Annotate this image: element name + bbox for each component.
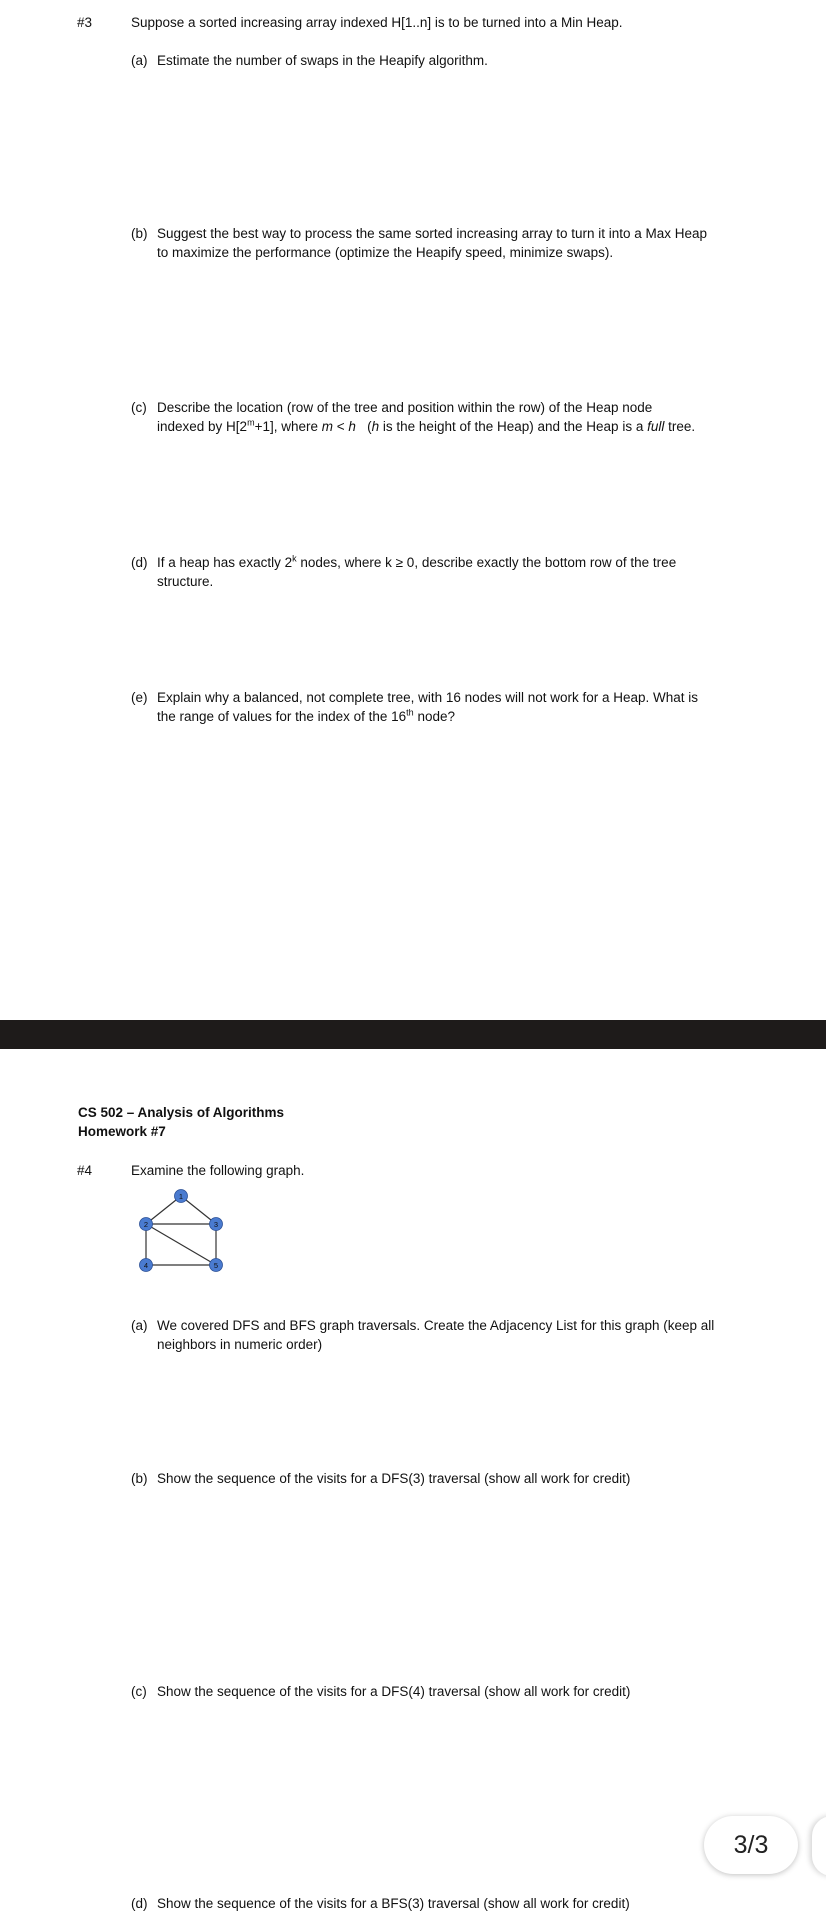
- graph-node-label-3: 3: [213, 1219, 219, 1229]
- part-text-line2: to maximize the performance (optimize the Heapify speed, minimize swaps).: [157, 245, 614, 260]
- part-text-line1: We covered DFS and BFS graph traversals. Create the Adjacency List for this graph (keep all: [157, 1318, 715, 1333]
- part-text-line2: neighbors in numeric order): [157, 1337, 323, 1352]
- part-text: Show the sequence of the visits for a DFS(3) traversal (show all work for credit): [157, 1471, 631, 1486]
- part-label: (d): [131, 555, 148, 570]
- graph-nodes: [140, 1190, 223, 1272]
- part-text-line1: If a heap has exactly 2$^k$ nodes, where k ≥ 0, describe exactly the bottom row of the tree: [157, 553, 677, 570]
- question-3-prompt: Suppose a sorted increasing array indexed H[1..n] is to be turned into a Min Heap.: [131, 15, 623, 30]
- part-text-line1: Explain why a balanced, not complete tree, with 16 nodes will not work for a Heap. What is: [157, 690, 699, 705]
- part-label: (c): [131, 1684, 147, 1699]
- course-title: CS 502 – Analysis of Algorithms: [78, 1105, 285, 1120]
- part-label: (e): [131, 690, 148, 705]
- graph-node-label-4: 4: [143, 1260, 149, 1270]
- page-indicator[interactable]: 3/3: [704, 1816, 798, 1874]
- part-text: Show the sequence of the visits for a DFS(4) traversal (show all work for credit): [157, 1684, 631, 1699]
- part-text-line2: the range of values for the index of the 16th node?: [157, 707, 455, 724]
- part-text-line2: indexed by $H[2^m+1]$, where m < h (h is the height of the Heap) and the Heap is a full tree.: [157, 417, 696, 434]
- part-label: (a): [131, 53, 148, 68]
- part-text-line1: Describe the location (row of the tree and position within the row) of the Heap node: [157, 400, 653, 415]
- part-text: Estimate the number of swaps in the Heapify algorithm.: [157, 53, 488, 68]
- question-4-prompt: Examine the following graph.: [131, 1163, 305, 1178]
- part-text-line1: Suggest the best way to process the same sorted increasing array to turn it into a Max Heap: [157, 226, 708, 241]
- part-text: Show the sequence of the visits for a BFS(3) traversal (show all work for credit): [157, 1896, 630, 1911]
- next-page-edge: [812, 1816, 826, 1876]
- graph-node-label-1: 1: [178, 1191, 184, 1201]
- part-label: (a): [131, 1318, 148, 1333]
- graph-node-label-5: 5: [213, 1260, 219, 1270]
- graph-figure: [130, 1185, 240, 1275]
- question-3-number: #3: [77, 15, 93, 30]
- part-label: (c): [131, 400, 147, 415]
- graph-node-label-2: 2: [143, 1219, 149, 1229]
- part-label: (b): [131, 226, 148, 241]
- graph-edge-2-5: [146, 1224, 216, 1265]
- part-label: (d): [131, 1896, 148, 1911]
- part-text-line2: structure.: [157, 574, 214, 589]
- page-divider: [0, 1020, 826, 1049]
- question-4-number: #4: [77, 1163, 93, 1178]
- part-label: (b): [131, 1471, 148, 1486]
- graph-edges: [143, 1196, 219, 1265]
- homework-title: Homework #7: [78, 1124, 166, 1139]
